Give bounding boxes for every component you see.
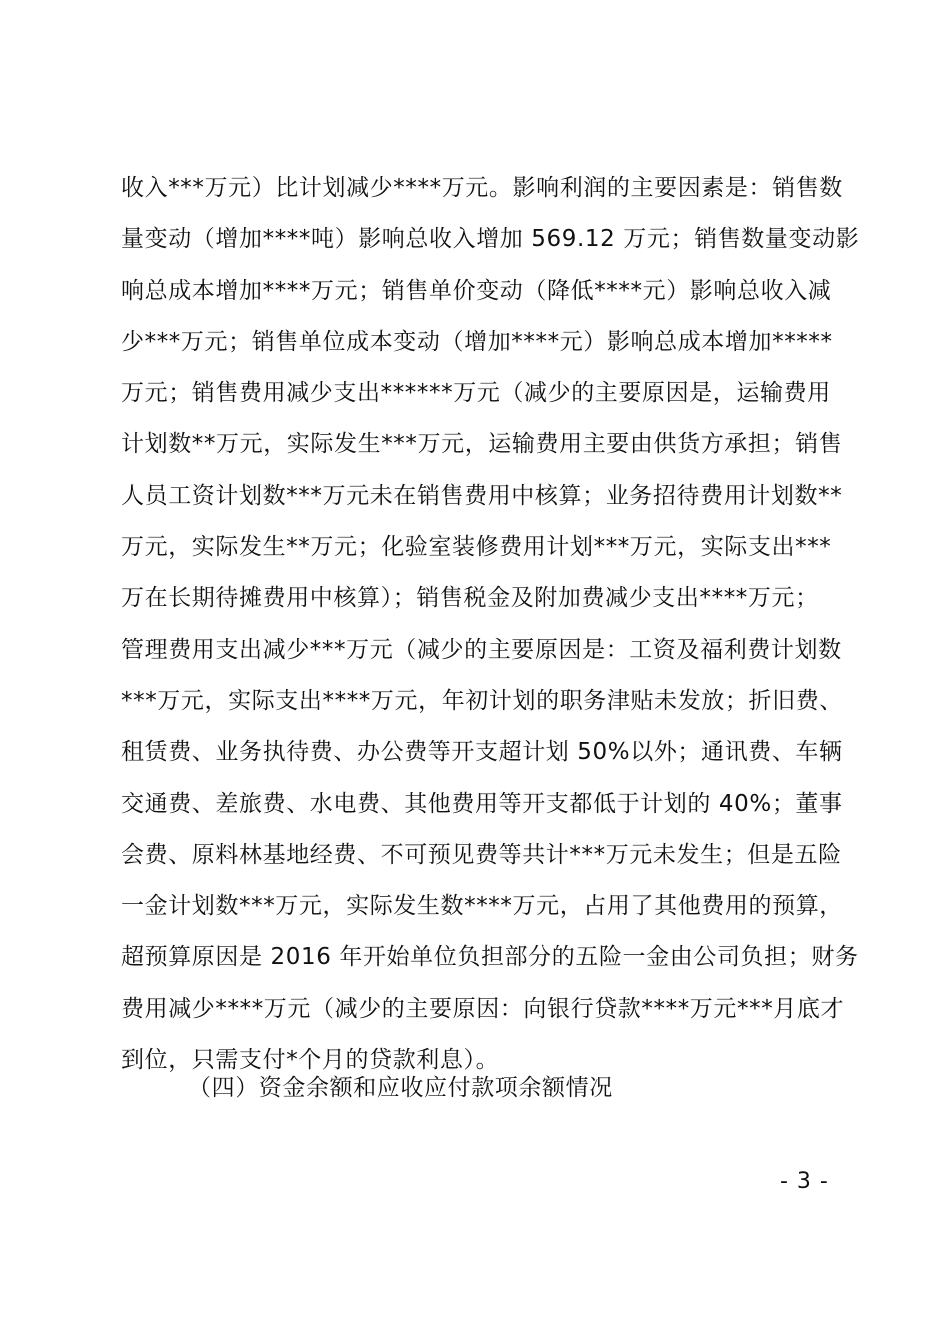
paragraph-line: 量变动（增加****吨）影响总收入增加 569.12 万元；销售数量变动影 xyxy=(121,226,860,253)
paragraph-line: 响总成本增加****万元；销售单价变动（降低****元）影响总收入减 xyxy=(121,277,832,304)
paragraph-line: 租赁费、业务执待费、办公费等开支超计划 50%以外；通讯费、车辆 xyxy=(121,739,843,766)
paragraph-line: ***万元，实际支出****万元，年初计划的职务津贴未发放；折旧费、 xyxy=(121,687,843,714)
paragraph-line: 万元，实际发生**万元；化验室装修费用计划***万元，实际支出*** xyxy=(121,534,832,561)
paragraph-line: 管理费用支出减少***万元（减少的主要原因是：工资及福利费计划数 xyxy=(121,636,842,663)
paragraph-line: 万元；销售费用减少支出******万元（减少的主要原因是，运输费用 xyxy=(121,380,831,407)
paragraph-line: 计划数**万元，实际发生***万元，运输费用主要由供货方承担；销售 xyxy=(121,431,843,458)
section-heading: （四）资金余额和应收应付款项余额情况 xyxy=(188,1075,613,1101)
paragraph-line: 会费、原料林基地经费、不可预见费等共计***万元未发生；但是五险 xyxy=(121,841,842,868)
paragraph-line: 少***万元；销售单位成本变动（增加****元）影响总成本增加***** xyxy=(121,328,833,355)
paragraph-line: 费用减少****万元（减少的主要原因：向银行贷款****万元***月底才 xyxy=(121,995,845,1022)
paragraph-line: 一金计划数***万元，实际发生数****万元，占用了其他费用的预算， xyxy=(121,893,843,920)
paragraph-line: 万在长期待摊费用中核算）；销售税金及附加费减少支出****万元； xyxy=(121,585,819,612)
paragraph-line: 超预算原因是 2016 年开始单位负担部分的五险一金由公司负担；财务 xyxy=(121,944,859,971)
paragraph-line: 人员工资计划数***万元未在销售费用中核算；业务招待费用计划数** xyxy=(121,482,843,509)
body-paragraph xyxy=(121,163,860,1086)
page-number: - 3 - xyxy=(780,1169,829,1194)
paragraph-line: 交通费、差旅费、水电费、其他费用等开支都低于计划的 40%；董事 xyxy=(121,790,843,817)
paragraph-line: 收入***万元）比计划减少****万元。影响利润的主要因素是：销售数 xyxy=(121,175,843,201)
paragraph-line: 到位，只需支付*个月的贷款利息）。 xyxy=(121,1047,500,1074)
